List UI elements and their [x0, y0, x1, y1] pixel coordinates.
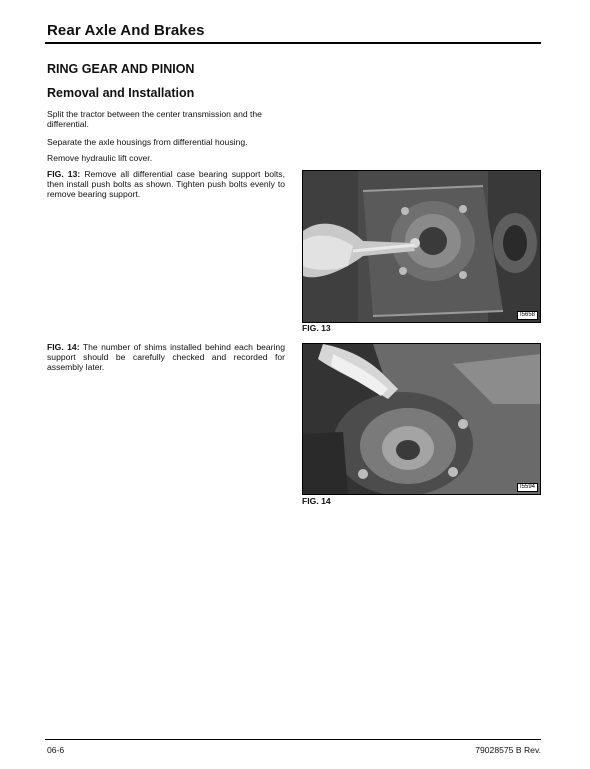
paragraph-fig14 [47, 342, 285, 373]
figure-14-caption: FIG. 14 [302, 496, 331, 506]
figure-13-code: I5658 [517, 311, 538, 320]
paragraph-remove-cover: Remove hydraulic lift cover. [47, 153, 153, 163]
paragraph-separate-housings: Separate the axle housings from differential housing. [47, 137, 248, 147]
figure-14-code: I5594 [517, 483, 538, 492]
paragraph-fig13 [47, 169, 285, 200]
figure-13-photo [302, 170, 541, 323]
fig13-reference: FIG. 13: [47, 169, 81, 179]
figure-14-illustration [303, 344, 540, 494]
paragraph-split-tractor: Split the tractor between the center transmission and the differential. [47, 109, 262, 130]
page-header-title: Rear Axle And Brakes [47, 22, 205, 39]
section-title: RING GEAR AND PINION [47, 62, 195, 76]
footer-page-number: 06-6 [47, 745, 65, 755]
fig14-text: The number of shims installed behind each bearing support should be carefully checked and recorded for assembly later. [47, 342, 285, 373]
fig13-text: Remove all differential case bearing support bolts, then install push bolts as shown. Tighten push bolts evenly to remove bearing support. [47, 169, 285, 200]
footer-rule [45, 739, 541, 740]
figure-13-illustration [303, 171, 540, 322]
figure-13-caption: FIG. 13 [302, 323, 331, 333]
footer-document-number: 79028575 B Rev. [475, 745, 541, 755]
figure-14-photo [302, 343, 541, 495]
fig14-reference: FIG. 14: [47, 342, 80, 352]
subsection-title: Removal and Installation [47, 86, 195, 100]
header-rule [45, 42, 541, 44]
